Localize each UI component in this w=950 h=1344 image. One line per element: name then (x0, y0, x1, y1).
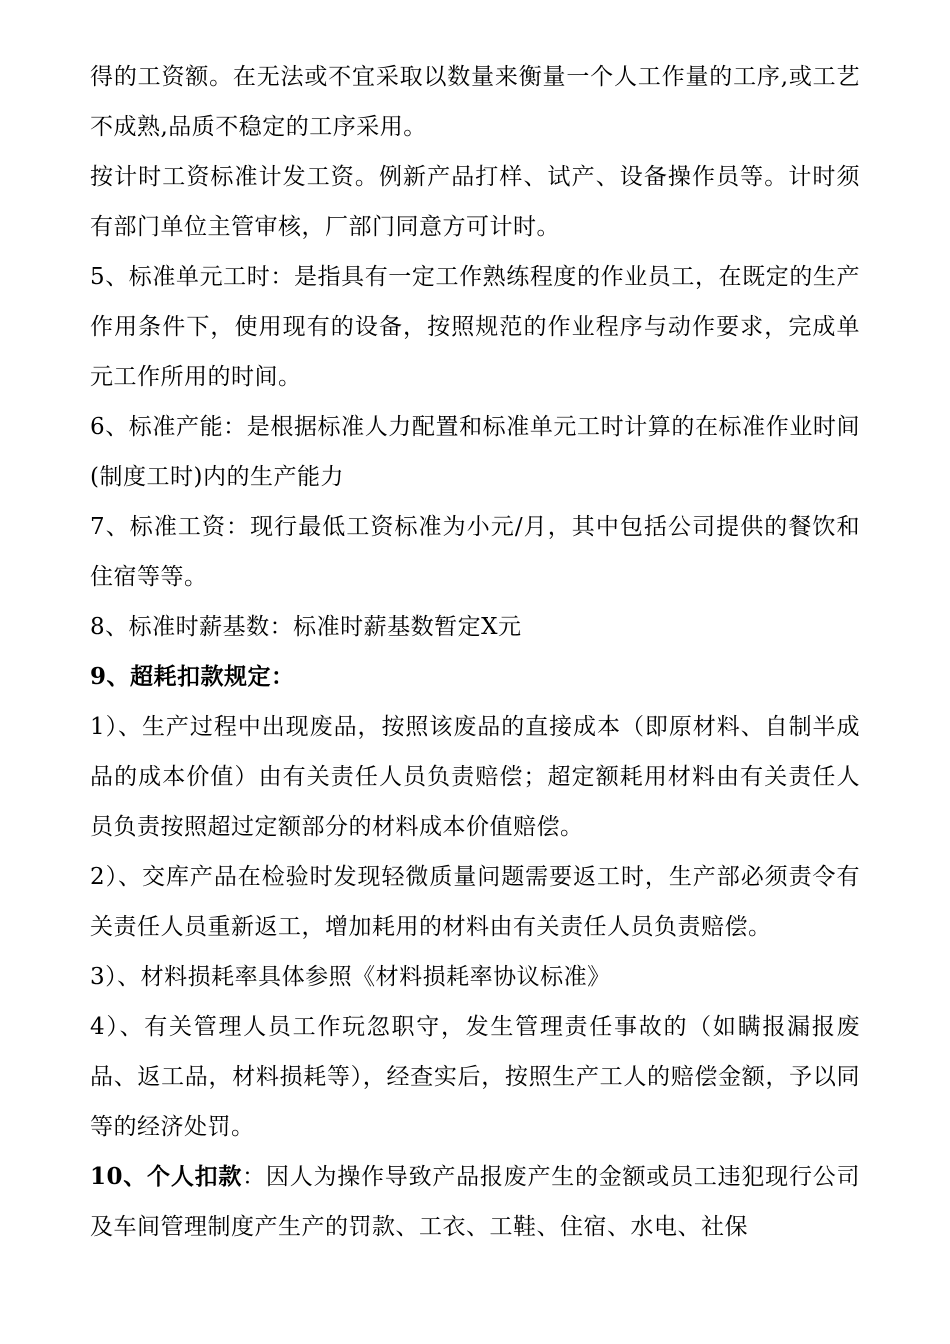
paragraph-standard-unit-hours: 5、标准单元工时：是指具有一定工作熟练程度的作业员工，在既定的生产作用条件下，使用现有的设备，按照规范的作业程序与动作要求，完成单元工作所用的时间。 (90, 264, 860, 390)
list-item-scrap-compensation: 1）、生产过程中出现废品，按照该废品的直接成本（即原材料、自制半成品的成本价值）由有关责任人员负责赔偿；超定额耗用材料由有关责任人员负责按照超过定额部分的材料成本价值赔偿。 (90, 714, 860, 840)
paragraph-standard-capacity: 6、标准产能：是根据标准人力配置和标准单元工时计算的在标准作业时间(制度工时)内的生产能力 (90, 414, 860, 490)
section-heading-overconsumption: 9、超耗扣款规定： (90, 663, 295, 690)
list-item-management-penalty: 4）、有关管理人员工作玩忽职守，发生管理责任事故的（如瞒报漏报废品、返工品，材料损耗等），经查实后，按照生产工人的赔偿金额，予以同等的经济处罚。 (90, 1014, 860, 1140)
paragraph-standard-wage: 7、标准工资：现行最低工资标准为小元/月，其中包括公司提供的餐饮和住宿等等。 (90, 514, 860, 590)
personal-deduction-label: 10、个人扣款 (90, 1163, 243, 1190)
list-item-rework-compensation: 2）、交库产品在检验时发现轻微质量问题需要返工时，生产部必须责令有关责任人员重新返工，增加耗用的材料由有关责任人员负责赔偿。 (90, 864, 860, 940)
paragraph-wage-amount: 得的工资额。在无法或不宜采取以数量来衡量一个人工作量的工序,或工艺不成熟,品质不稳定的工序采用。 (90, 64, 860, 140)
list-item-loss-rate-reference: 3）、材料损耗率具体参照《材料损耗率协议标准》 (90, 964, 611, 990)
document-body (90, 52, 860, 1252)
paragraph-hourly-wage: 按计时工资标准计发工资。例新产品打样、试产、设备操作员等。计时须有部门单位主管审核，厂部门同意方可计时。 (90, 164, 860, 240)
paragraph-personal-deduction (90, 1152, 860, 1252)
paragraph-hourly-base: 8、标准时薪基数：标准时薪基数暂定X元 (90, 614, 522, 640)
personal-deduction-text: ：因人为操作导致产品报废产生的金额或员工违犯现行公司及车间管理制度产生产的罚款、工衣、工鞋、住宿、水电、社保 (90, 1164, 860, 1240)
